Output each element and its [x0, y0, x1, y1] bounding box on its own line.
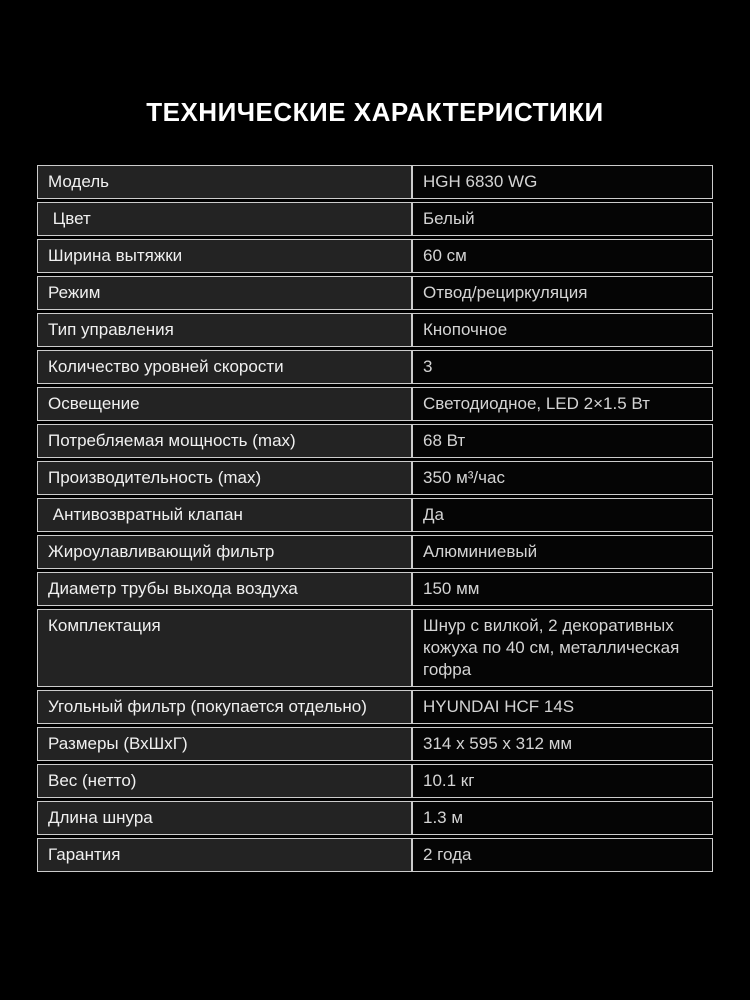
- spec-value-cell: Шнур с вилкой, 2 декоративных кожуха по 40 см, металлическая гофра: [412, 609, 713, 687]
- table-row: [37, 727, 713, 761]
- table-row: [37, 801, 713, 835]
- spec-label-cell: Количество уровней скорости: [37, 350, 412, 384]
- spec-value-cell: HGH 6830 WG: [412, 165, 713, 199]
- spec-label-cell: Вес (нетто): [37, 764, 412, 798]
- spec-label-cell: Диаметр трубы выхода воздуха: [37, 572, 412, 606]
- table-row: [37, 838, 713, 872]
- spec-value-cell: 60 см: [412, 239, 713, 273]
- table-row: [37, 498, 713, 532]
- table-row: [37, 572, 713, 606]
- spec-value-cell: 314 х 595 х 312 мм: [412, 727, 713, 761]
- spec-value-cell: Алюминиевый: [412, 535, 713, 569]
- page-title: ТЕХНИЧЕСКИЕ ХАРАКТЕРИСТИКИ: [146, 97, 604, 127]
- table-row: [37, 276, 713, 310]
- spec-label-cell: Цвет: [37, 202, 412, 236]
- spec-label-cell: Угольный фильтр (покупается отдельно): [37, 690, 412, 724]
- spec-label-cell: Освещение: [37, 387, 412, 421]
- spec-label-cell: Потребляемая мощность (max): [37, 424, 412, 458]
- table-row: [37, 165, 713, 199]
- spec-value-cell: 68 Вт: [412, 424, 713, 458]
- spec-table: [37, 162, 713, 875]
- table-row: [37, 609, 713, 687]
- spec-value-cell: Отвод/рециркуляция: [412, 276, 713, 310]
- spec-label-cell: Модель: [37, 165, 412, 199]
- table-row: [37, 387, 713, 421]
- table-row: [37, 461, 713, 495]
- spec-table-body: [37, 165, 713, 872]
- spec-value-cell: 2 года: [412, 838, 713, 872]
- spec-label-cell: Длина шнура: [37, 801, 412, 835]
- spec-label-cell: Ширина вытяжки: [37, 239, 412, 273]
- spec-value-cell: 150 мм: [412, 572, 713, 606]
- table-row: [37, 424, 713, 458]
- spec-value-cell: Белый: [412, 202, 713, 236]
- table-row: [37, 764, 713, 798]
- spec-value-cell: Кнопочное: [412, 313, 713, 347]
- table-row: [37, 202, 713, 236]
- spec-label-cell: Производительность (max): [37, 461, 412, 495]
- spec-label-cell: Тип управления: [37, 313, 412, 347]
- spec-value-cell: HYUNDAI HCF 14S: [412, 690, 713, 724]
- spec-label-cell: Гарантия: [37, 838, 412, 872]
- table-row: [37, 350, 713, 384]
- table-row: [37, 690, 713, 724]
- spec-label-cell: Режим: [37, 276, 412, 310]
- spec-value-cell: Да: [412, 498, 713, 532]
- table-row: [37, 313, 713, 347]
- spec-label-cell: Жироулавливающий фильтр: [37, 535, 412, 569]
- table-row: [37, 535, 713, 569]
- spec-value-cell: 350 м³/час: [412, 461, 713, 495]
- spec-value-cell: 3: [412, 350, 713, 384]
- spec-label-cell: Комплектация: [37, 609, 412, 687]
- spec-label-cell: Антивозвратный клапан: [37, 498, 412, 532]
- spec-value-cell: Светодиодное, LED 2×1.5 Вт: [412, 387, 713, 421]
- spec-value-cell: 1.3 м: [412, 801, 713, 835]
- spec-label-cell: Размеры (ВхШхГ): [37, 727, 412, 761]
- table-row: [37, 239, 713, 273]
- spec-value-cell: 10.1 кг: [412, 764, 713, 798]
